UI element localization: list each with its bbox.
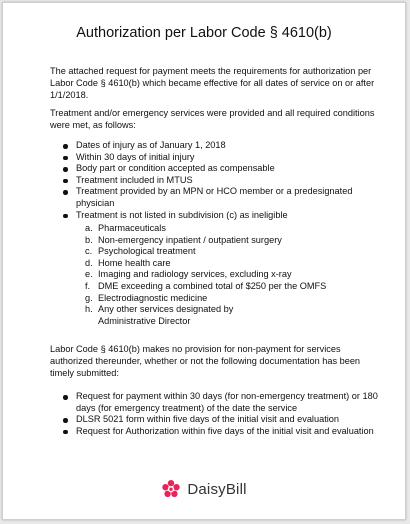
documentation-list [63, 391, 383, 437]
sub-item-letter: a. [85, 223, 93, 233]
sub-item-letter: c. [85, 246, 93, 257]
sub-item-letter: h. [85, 304, 93, 315]
list-item: Body part or condition accepted as compensable [63, 163, 383, 175]
list-item: Dates of injury as of January 1, 2018 [63, 140, 383, 152]
sub-list-item [85, 304, 385, 327]
sub-item-text: Non-emergency inpatient / outpatient surgery [98, 234, 282, 245]
ineligible-sublist [85, 223, 385, 327]
list-item: DLSR 5021 form within five days of the initial visit and evaluation [63, 414, 383, 426]
list-item: Treatment included in MTUS [63, 175, 383, 187]
sub-item-letter: f. [85, 280, 91, 291]
sub-list-item [85, 258, 385, 270]
list-item: Request for Authorization within five days of the initial visit and evaluation [63, 426, 383, 438]
document-title: Authorization per Labor Code § 4610(b) [76, 25, 332, 41]
sub-item-text: Electrodiagnostic medicine [98, 292, 208, 303]
sub-item-letter: b. [85, 234, 93, 245]
document-page [2, 2, 406, 520]
sub-list-item [85, 281, 385, 293]
conditions-intro-paragraph: Treatment and/or emergency services were provided and all required conditions were met, as follows: [50, 108, 375, 130]
sub-item-text: Imaging and radiology services, excluding x-ray [98, 269, 292, 280]
intro-paragraph: The attached request for payment meets the requirements for authorization per Labor Code § 4610(b) which became effective for all dates of service on or after 1/1/2018. [50, 66, 375, 100]
sub-list-item [85, 269, 385, 281]
sub-item-text: DME exceeding a combined total of $250 per the OMFS [98, 280, 327, 291]
sub-item-text: Psychological treatment [98, 246, 196, 257]
daisybill-logo [3, 479, 405, 499]
sub-list-item [85, 235, 385, 247]
sub-list-item [85, 293, 385, 305]
sub-item-text: Any other services designated by Administrative Director [98, 304, 234, 326]
sub-item-letter: g. [85, 292, 93, 303]
list-item: Treatment is not listed in subdivision (c) as ineligible [63, 210, 383, 222]
sub-item-text: Home health care [98, 257, 171, 268]
list-item: Request for payment within 30 days (for non-emergency treatment) or 180 days (for emergency treatment) of the date the service [63, 391, 383, 414]
list-item: Within 30 days of initial injury [63, 152, 383, 164]
sub-item-letter: d. [85, 257, 93, 268]
daisy-flower-icon [161, 479, 181, 499]
sub-list-item [85, 246, 385, 258]
list-item: Treatment provided by an MPN or HCO member or a predesignated physician [63, 186, 383, 209]
sub-item-text: Pharmaceuticals [98, 223, 166, 233]
logo-wordmark: DaisyBill [187, 480, 247, 498]
conditions-list [63, 140, 383, 221]
provision-paragraph: Labor Code § 4610(b) makes no provision for non-payment for services authorized thereunder, whether or not the following documentation has been timely submitted: [50, 344, 361, 378]
sub-list-item [85, 223, 385, 235]
sub-item-letter: e. [85, 269, 93, 280]
